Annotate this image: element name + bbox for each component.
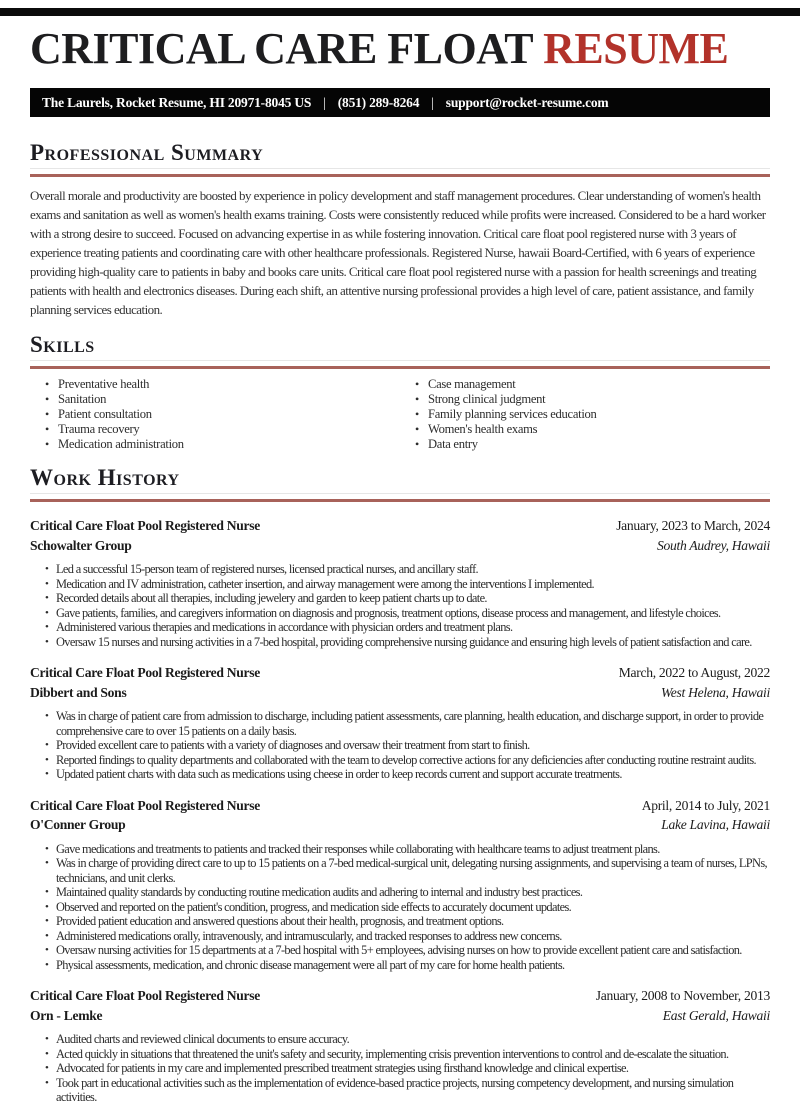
job-dates: January, 2023 to March, 2024 xyxy=(616,518,770,533)
job-bullet: • Oversaw nursing activities for 15 departments at a 7-bed hospital with 5+ employees, advising nurses on how to provide excellent patient care and satisfaction. xyxy=(45,943,770,958)
skill-item: • Case management xyxy=(415,377,770,392)
job-entry xyxy=(30,986,770,1105)
job-title: Critical Care Float Pool Registered Nurse xyxy=(30,988,260,1003)
job-entry xyxy=(30,516,770,649)
job-bullet: • Medication and IV administration, catheter insertion, and airway management were among the interventions I implemented. xyxy=(45,577,770,592)
job-company: Schowalter Group xyxy=(30,537,132,553)
skill-item: • Trauma recovery xyxy=(45,422,400,437)
job-dates: January, 2008 to November, 2013 xyxy=(595,988,770,1003)
title-main: CRITICAL CARE FLOAT xyxy=(30,24,534,73)
job-bullet: • Updated patient charts with data such as medications using cheese in order to keep records current and support accurate treatments. xyxy=(45,767,770,782)
contact-address: The Laurels, Rocket Resume, HI 20971-8045 US xyxy=(42,94,312,110)
job-bullet: • Administered various therapies and medications in accordance with physician orders and treatment plans. xyxy=(45,620,770,635)
job-location: West Helena, Hawaii xyxy=(661,684,770,700)
skill-item: • Medication administration xyxy=(45,437,400,452)
job-location: South Audrey, Hawaii xyxy=(657,537,770,553)
job-bullet: • Physical assessments, medication, and chronic disease management were all part of my care for home health patients. xyxy=(45,958,770,973)
skills-list-right xyxy=(400,377,770,452)
skills-list-left xyxy=(30,377,400,452)
job-bullet: • Maintained quality standards by conducting routine medication audits and adhering to internal and industry best practices. xyxy=(45,885,770,900)
job-bullet: • Observed and reported on the patient's condition, progress, and medication side effects to accurately document updates. xyxy=(45,900,770,915)
skills-rule-divider xyxy=(30,366,770,369)
summary-heading: Professional Summary xyxy=(30,141,770,169)
job-bullet: • Oversaw 15 nurses and nursing activities in a 7-bed hospital, providing comprehensive nursing guidance and ensuring high levels of patient satisfaction and care. xyxy=(45,635,770,650)
job-bullet: • Led a successful 15-person team of registered nurses, licensed practical nurses, and ancillary staff. xyxy=(45,562,770,577)
skill-item: • Preventative health xyxy=(45,377,400,392)
skill-item: • Sanitation xyxy=(45,392,400,407)
job-bullet: • Recorded details about all therapies, including jewelery and garden to keep patient charts up to date. xyxy=(45,591,770,606)
job-bullet-list xyxy=(30,1032,770,1105)
job-entry xyxy=(30,796,770,973)
skill-item: • Women's health exams xyxy=(415,422,770,437)
job-bullet: • Provided patient education and answered questions about their health, prognosis, and treatment options. xyxy=(45,914,770,929)
skill-item: • Patient consultation xyxy=(45,407,400,422)
contact-separator: | xyxy=(431,94,434,110)
work-history-rule-divider xyxy=(30,499,770,502)
job-bullet-list xyxy=(30,562,770,649)
job-bullet-list xyxy=(30,709,770,782)
job-bullet: • Gave patients, families, and caregivers information on diagnosis and prognosis, treatment options, disease process and management, and lifestyle choices. xyxy=(45,606,770,621)
job-dates: April, 2014 to July, 2021 xyxy=(641,797,770,813)
skill-item: • Family planning services education xyxy=(415,407,770,422)
top-rule-bar xyxy=(0,8,800,16)
job-bullet: • Was in charge of providing direct care to up to 15 patients on a 7-bed medical-surgical unit, delegating nursing assignments, and supervising a team of nurses, LPNs, technicians, and unit clerks. xyxy=(45,856,770,885)
job-title: Critical Care Float Pool Registered Nurse xyxy=(30,665,260,680)
title-accent: RESUME xyxy=(543,24,729,73)
job-bullet: • Gave medications and treatments to patients and tracked their responses while collaborating with healthcare teams to adjust treatment plans. xyxy=(45,842,770,857)
work-history-heading: Work History xyxy=(30,466,770,494)
skills-heading: Skills xyxy=(30,333,770,361)
job-location: Lake Lavina, Hawaii xyxy=(661,817,770,832)
job-dates: March, 2022 to August, 2022 xyxy=(618,665,770,680)
job-title: Critical Care Float Pool Registered Nurse xyxy=(30,518,260,533)
summary-text: Overall morale and productivity are boosted by experience in policy development and staff management procedures. Clear understanding of women's health exams and sanitation as well as women's health exams training. Costs were consistently reduced while profits were increased. Considered to be a hard worker with a strong desire to succeed. Focused on advancing expertise in as while fostering innovation. Critical care float pool registered nurse with 3 years of experience treating patients and coordinating care with other healthcare professionals. Registered Nurse, hawaii Board-Certified, with 6 years of experience providing high-quality care to patients in baby and books care units. Critical care float pool registered nurse with a passion for health screenings and treating patients with health and electronics diseases. During each shift, an attentive nursing professional provides a high level of care, patient assistance, and family planning services education. xyxy=(30,188,766,317)
job-bullet: • Provided excellent care to patients with a variety of diagnoses and oversaw their treatment from start to finish. xyxy=(45,738,770,753)
skill-item: • Data entry xyxy=(415,437,770,452)
job-bullet: • Took part in educational activities such as the implementation of evidence-based practice projects, nursing competency development, and nursing simulation activities. xyxy=(45,1076,770,1105)
contact-email: support@rocket-resume.com xyxy=(445,94,609,110)
job-title: Critical Care Float Pool Registered Nurse xyxy=(30,797,260,813)
contact-phone: (851) 289-8264 xyxy=(337,94,420,110)
job-bullet: • Acted quickly in situations that threatened the unit's safety and security, implementing crisis prevention interventions to control and de-escalate the situation. xyxy=(45,1047,770,1062)
job-bullet: • Reported findings to quality departments and collaborated with the team to develop corrective actions for any deficiencies after conducting routine restraint audits. xyxy=(45,753,770,768)
job-company: Dibbert and Sons xyxy=(30,684,127,700)
job-company: Orn - Lemke xyxy=(30,1007,103,1023)
section-skills xyxy=(30,333,770,452)
contact-bar xyxy=(30,88,770,117)
job-bullet: • Advocated for patients in my care and implemented prescribed treatment strategies using firsthand knowledge and clinical expertise. xyxy=(45,1061,770,1076)
job-bullet: • Audited charts and reviewed clinical documents to ensure accuracy. xyxy=(45,1032,770,1047)
summary-rule-divider xyxy=(30,174,770,177)
page-title xyxy=(30,26,770,72)
section-work-history xyxy=(30,466,770,1105)
section-professional-summary xyxy=(30,141,770,319)
job-bullet-list xyxy=(30,842,770,973)
job-entry xyxy=(30,663,770,782)
skill-item: • Strong clinical judgment xyxy=(415,392,770,407)
skills-columns xyxy=(30,377,770,452)
job-bullet: • Administered medications orally, intravenously, and intramuscularly, and tracked responses to address new concerns. xyxy=(45,929,770,944)
job-bullet: • Was in charge of patient care from admission to discharge, including patient assessments, care planning, health education, and discharge support, in order to provide comprehensive care to over 15 patients on a daily basis. xyxy=(45,709,770,738)
job-location: East Gerald, Hawaii xyxy=(662,1007,770,1023)
job-company: O'Conner Group xyxy=(30,817,126,832)
contact-separator: | xyxy=(323,94,326,110)
